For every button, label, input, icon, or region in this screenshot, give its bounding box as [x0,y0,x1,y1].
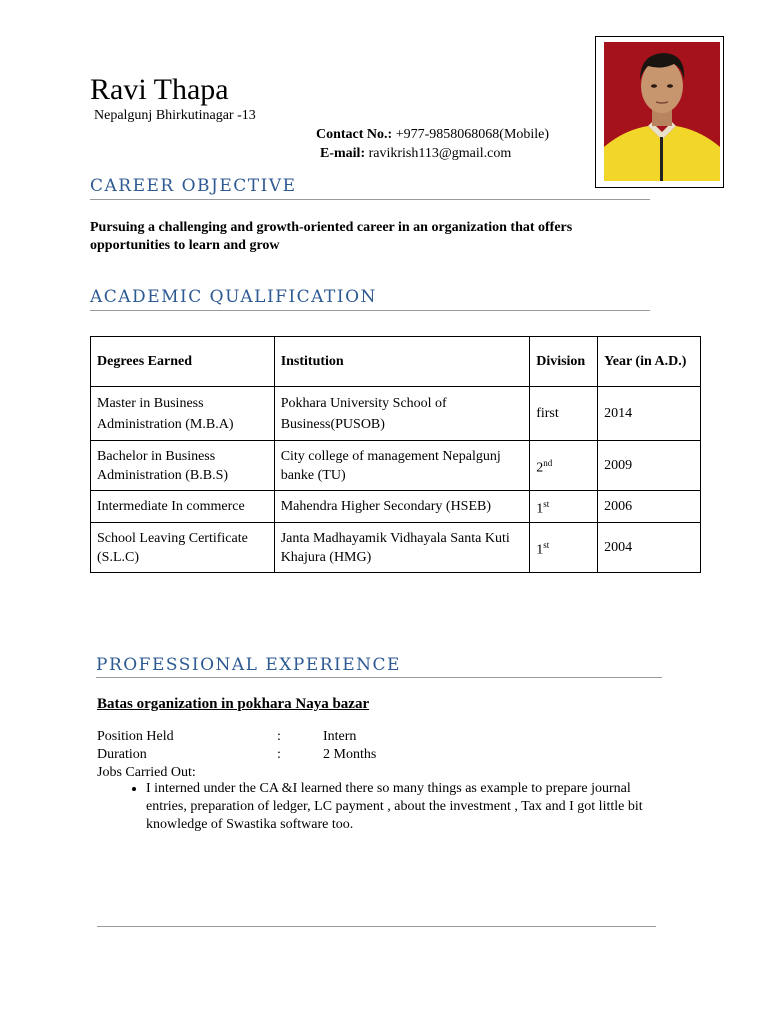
division-cell: 1st [530,491,598,523]
academic-table [90,336,701,573]
email-label: E-mail: [320,146,366,161]
organization-name: Batas organization in pokhara Naya bazar [97,696,370,712]
column-header: Year (in A.D.) [598,337,701,387]
year-cell: 2006 [598,491,701,523]
institution-cell: Mahendra Higher Secondary (HSEB) [274,491,530,523]
contact-line [316,125,549,144]
professional-experience-title: PROFESSIONAL EXPERIENCE [96,655,401,675]
section-divider [90,310,650,311]
division-cell: first [530,387,598,441]
column-header: Institution [274,337,530,387]
degree-cell: Master in Business Administration (M.B.A) [91,387,275,441]
position-separator: : [277,729,281,744]
table-row [91,441,701,491]
institution-cell: City college of management Nepalgunj banke (TU) [274,441,530,491]
position-value: Intern [323,729,357,744]
degree-cell: Bachelor in Business Administration (B.B.S) [91,441,275,491]
footer-divider [97,926,656,927]
career-objective-text: Pursuing a challenging and growth-oriented career in an organization that offers opportunities to learn and grow [90,220,573,253]
list-item: • I interned under the CA &I learned there so many things as example to prepare journal entries, preparation of ledger, LC payment , about the investment , Tax and I got little bit knowledge of Swastika software too. [146,780,655,834]
contact-value: +977-9858068068(Mobile) [395,127,550,142]
column-header: Division [530,337,598,387]
section-divider [96,677,662,678]
academic-qualification-title: ACADEMIC QUALIFICATION [90,287,377,307]
year-cell: 2014 [598,387,701,441]
address: Nepalgunj Bhirkutinagar -13 [94,108,256,123]
degree-cell: School Leaving Certificate (S.L.C) [91,523,275,573]
institution-cell: Janta Madhayamik Vidhayala Santa Kuti Khajura (HMG) [274,523,530,573]
institution-cell: Pokhara University School of Business(PUSOB) [274,387,530,441]
column-header: Degrees Earned [91,337,275,387]
division-cell: 1st [530,523,598,573]
profile-photo-frame [595,36,724,188]
duration-label: Duration [97,747,147,762]
duration-value: 2 Months [323,747,377,762]
candidate-name: Ravi Thapa [90,73,229,106]
table-row [91,491,701,523]
division-cell: 2nd [530,441,598,491]
position-label: Position Held [97,729,174,744]
jobs-label: Jobs Carried Out: [97,765,196,780]
career-objective-title: CAREER OBJECTIVE [90,176,297,196]
section-divider [90,199,650,200]
degree-cell: Intermediate In commerce [91,491,275,523]
table-row [91,523,701,573]
contact-label: Contact No.: [316,127,393,142]
email-value: ravikrish113@gmail.com [368,146,512,161]
duration-separator: : [277,747,281,762]
jobs-list [120,780,655,834]
year-cell: 2009 [598,441,701,491]
contact-block [316,125,549,163]
table-header-row [91,337,701,387]
year-cell: 2004 [598,523,701,573]
table-row [91,387,701,441]
email-line [316,144,549,163]
profile-photo [604,42,720,181]
